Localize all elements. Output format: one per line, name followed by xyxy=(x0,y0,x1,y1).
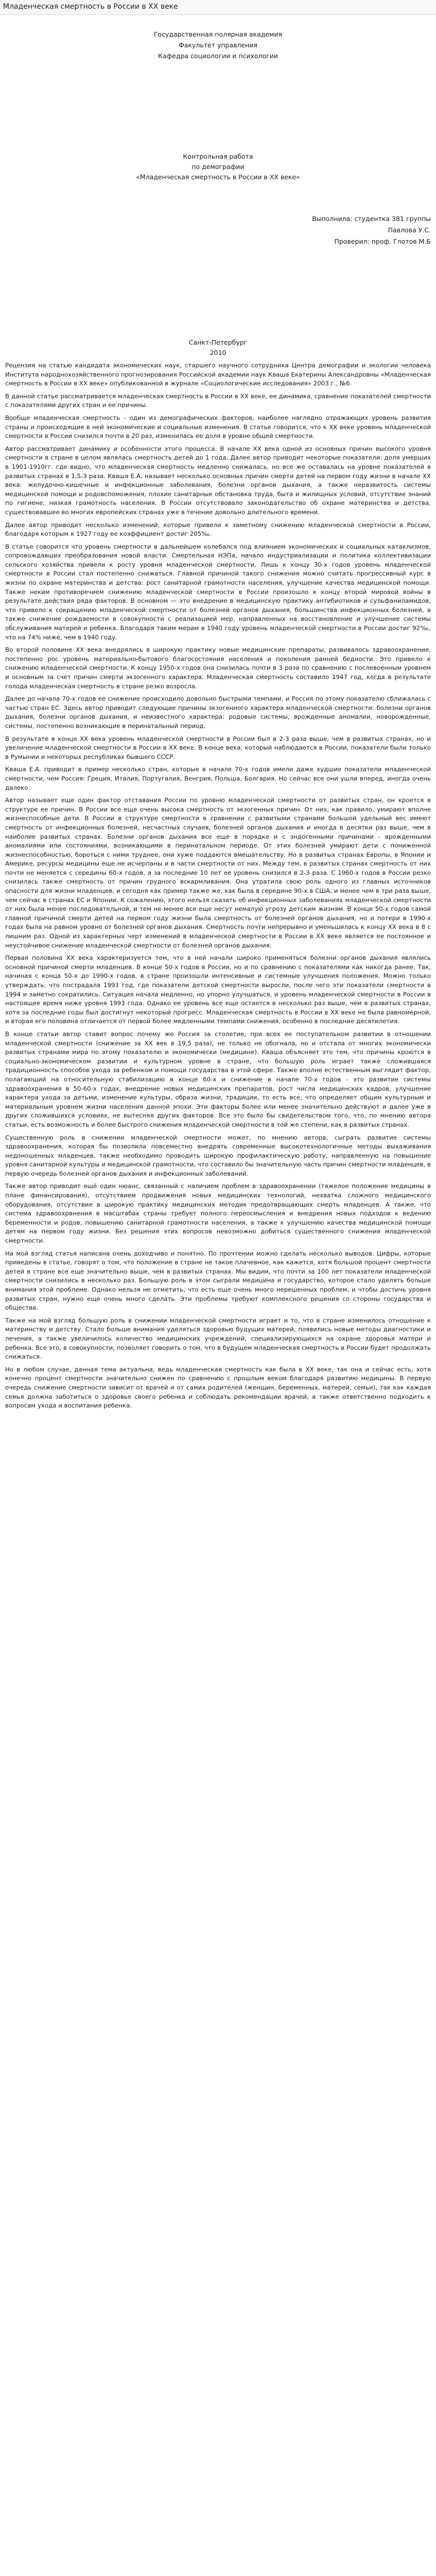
city: Санкт-Петербург xyxy=(188,338,248,346)
page-title: Младенческая смертность в России в XX веке xyxy=(3,3,178,11)
institution-name: Государственная полярная академия xyxy=(153,30,283,38)
faculty-name: Факультет управления xyxy=(179,41,257,49)
author-block xyxy=(0,213,436,247)
paragraph: Существенную роль в снижении младенческой смертности может, по мнению автора, сыграть развитие системы здравоохранения, которая бы позволила повсеместно внедрять современные высокотехнологичные методы выхаживания недоношенных младенцев, также необходимо проводить широкую профилактическую работу, направленную на повышение уровня санитарной культуры и медицинской грамотности, что составило бы значительную часть причин смертности младенцев, в первую очередь болезней органов дыхания и инфекционных заболеваний. xyxy=(5,1133,431,1177)
checked-by: Проверил: проф. Глотов М.Б xyxy=(334,238,431,245)
institution-header xyxy=(0,29,436,61)
paragraph: В результате в конце XX века уровень младенческой смертности в России был в 2-3 раза выше, чем в развитых странах, но и увеличение младенческой смертности в России в XX веке. В конце века, который наблюдается в России, показатели были только в Румынии и некоторых республиках бывшего СССР. xyxy=(5,735,431,760)
paragraph: Первая половина XX века характеризуется тем, что в ней начали широко применяться болезни органов дыхания являлись основной причиной смерти младенцев. В конце 50-х годов в России, но и по сравнению с показателями как никогда ранее. Так, начиная с конца 50-х до 1990-х годов, в стране произошли интенсивные и системные улучшения положения. Можно только утверждать, что пострадала 1993 год, где показатели детской смертности выросли, после чего эти показатели смертности в 1994 и заметно сократились. Ситуация начала медленно, но упорно улучшаться, и уровень младенческой смертности в России в настоящее время ниже уровня 1993 года. Однако ее уровень все еще остается в несколько раз выше, чем в развитых странах, хотя за последние годы был достигнут некоторый прогресс. Младенческая смертность в России в XX веке не была равномерной, и вторая его половина отличается от первой более медленными темпами снижения, особенно в последние десятилетия. xyxy=(5,954,431,1025)
paragraph: Автор рассматривает динамику и особенности этого процесса. В начале XX века одной из основных причин высокого уровня смертности в стране в целом являлась смертность детей до 1 года. Далее автор приводит некоторые показатели: доля умерших в 1901-1910гг. где видно, что младенческая смертность медленно снижалась, но все же оставалась на уровне показателей в развитых странах в 1,5-3 раза. Кваша Е.А. называет несколько основных причин смерти детей на первом году жизни в начале XX века: желудочно-кишечные и инфекционные заболевания, болезни органов дыхания, а также неразвитость системы медицинской помощи и родовспоможения, плохие санитарные обстановка труда, быта и жилищных условий, отсутствие знаний по гигиене, низкая грамотность населения. В России отсутствовало законодательство об охране материнства и детства, существовавшее во многих европейских странах уже в течение довольно длительного времени. xyxy=(5,445,431,516)
performed-by: Выполнила: студентка 381 группы xyxy=(312,215,431,223)
author-name: Павлова У.С. xyxy=(388,226,431,234)
place-date-block xyxy=(0,337,436,358)
paragraph: Также автор приводит ещё один нюанс, связанный с наличием проблем в здравоохранении (тяжелое положение медицины в плане финансирования), отсутствием продвижения новых медицинских технологий, нехватка сложного медицинского оборудования, отсутствие в широкую практику медицинских методик предотвращающих смерть младенцев. А также, что система здравоохранения в масштабах страны требует полного переосмысления и внедрения новых подходов к ведению беременности и родов, повышению санитарной грамотности населения, а также к улучшению качества медицинской помощи детям на первом году жизни. Без решения этих вопросов невозможно добиться существенного снижения младенческой смертности. xyxy=(5,1182,431,1245)
paragraph: На мой взгляд статья написана очень доходчиво и понятно. По прочтении можно сделать несколько выводов. Цифры, которые приведены в статье, говорят о том, что положение в стране не такое плачевное, как кажется, хотя большой процент смертности детей в стране все еще значительно выше, чем в развитых странах. Мы видим, что почти за 100 лет показатели младенческой смертности снизились в несколько раз. Большую роль в этом сыграли медицина и государство, которое стало уделять больше внимания этой проблеме. Однако нельзя не отметить, что есть еще очень много нерешенных проблем, и чтобы достичь уровня развитых стран, нужно еще очень много сделать. Эти проблемы требуют комплексного решения со стороны государства и общества. xyxy=(5,1249,431,1312)
paragraph: Далее автор приводит несколько изменений, которые привели к заметному снижению младенческой смертности в России, благодаря которым к 1927 году ее коэффициент достиг 205‰. xyxy=(5,521,431,538)
review-text xyxy=(0,361,436,1411)
paragraph: Во второй половине XX века внедрялись в широкую практику новые медицинские препараты, развивалось здравоохранение, постепенно рос уровень материально-бытового благосостояния населения и поколения ранней бедности. Это привело к снижению младенческой смертности. К концу 1950-х годов она снизилась почти в 3 раза по сравнению с послевоенным уровнем и основным за счет причин смерти экзогенного характера. Младенческая смертность составило 1947 год, когда в результате голода младенческая смертность в стране резко возросла. xyxy=(5,646,431,690)
page-header-bar xyxy=(0,0,436,15)
paragraph: Далее до начала 70-х годов ее снижение происходило довольно быстрыми темпами, и Россия по этому показателю сближалась с частью стран ЕС. Здесь автор приводит следующие причины экзогенного характера младенческой смертности: болезни органов дыхания, болезни органов дыхания, и неизвестного характера: родовые системы, врожденные аномалии, новорожденные, системы, постепенно возникающие в перинатальный период. xyxy=(5,695,431,730)
paragraph: В конце статьи автор ставит вопрос почему же Россия за столетие, при всех ее поступательном развитии в отношении младенческой смертности (снижение за XX век в 19,5 раза), не только не обогнала, но и отстала от многих экономически развитых странами мира по этому показателю и экономически (медицине). Кваша объясняет это тем, что причины кроются в социально-экономическом развитии и культурном уровне в стране, что большую роль играет также сложившаяся традиционность способов ухода за ребенком и помощи государства в этой сфере. Также вполне естественным выглядит фактор, полагающий на относительную стабилизацию в конце 60-х и снижение в начале 70-х годов - это развитие системы здравоохранения в 50-60-х годах, внедрение новых медицинских препаратов, рост числа медицинских кадров, улучшение характера ухода за детьми, изменение культуры, образа жизни, традиции, то есть все, что определяет общим культурным и материальным уровнем жизни населения данной эпохи. Эти факторы более или менее значительно действуют и далее уже в других сложившихся условиях, не вытесняя других факторов. Все это было бы свидетельством того, что, по мнению автора статьи, есть возможность и более быстрого снижения младенческой смертности в той же степени, как в развитых странах. xyxy=(5,1030,431,1128)
work-topic: «Младенческая смертность в России в ХХ веке» xyxy=(136,173,300,181)
paragraph: Рецензия на статью кандидата экономических наук, старшего научного сотрудника Центра демографии и экологии человека Института народнохозяйственного прогнозирования Российской академии наук Кваша Екатерины Александровны «Младенческая смертность в России в XX веке» опубликованной в журнале «Социологические исследования» 2003 г., №6. xyxy=(5,362,431,387)
paragraph: В данной статье рассматривается младенческая смертность в России в XX веке, ее динамика, сравнение показателей смертности с показателями других стран и ее причины. xyxy=(5,392,431,409)
paragraph: Также на мой взгляд большую роль в снижении младенческой смертности играет и то, что в стране изменилось отношение к материнству и детству. Стало больше внимания уделяться здоровью будущих матерей, появились новые методы диагностики и лечения, а также увеличилось количество медицинских учреждений, специализирующихся на охране здоровья матери и ребенка. Все это, в совокупности, позволяет говорить о том, что в будущем младенческая смертность в России будет продолжать снижаться. xyxy=(5,1316,431,1361)
paragraph: Автор называет еще один фактор отставания России по уровню младенческой смертности от развитых стран, он кроется в структуре ее причин. В России все еще очень высока смертность от экзогенных причин. От них, как правило, умирают вполне жизнеспособные дети. В России в структуре смертности в сравнении с развитыми странами большой удельный вес имеют смертность от инфекционных болезней, несчастных случаев, болезней органов дыхания и иногда в десятки раз выше, чем в наиболее развитых странах. Болезни органов дыхания все еще в порядке и с эндогенными причинами - врожденными аномалиями или состояниями, возникающими в перинатальном периоде. От этих болезней умирают дети с пониженной жизнеспособностью, бороться с ними труднее, они хуже поддаются вмешательству. Но в развитых странах Европы, в Японии и Америке, ресурсы медицины еще не исчерпаны и в части смертности от них. Между тем, в развитых странах смертность от них почти не меняется с середины 60-х годов, а за последние 10 лет ее уровень снизился в 2-3 раза. С 1960-х годов в России резко снизилась также смертность от причин грудного вскармливания. Она утратила свою роль одного из главных источников опасности для жизни младенцев, и сегодня как пример также же, как была в середине 90-х в США, и менее чем в три раза выше, чем сейчас в странах ЕС и Японии. К сожалению, этого нельзя сказать об инфекционных заболеваниях младенческой смертности от них была менее последовательной, и тем не менее все еще несут немалую угрозу детским жизням. В конце 50-х годов самой главной причиной смерти детей на первом году жизни была смертность от болезней органов дыхания, но и потери в 1990-х годах была на равном уровне от болезней органов дыхания. Смертность почти непрерывно и уменьшилась к концу XX века в 8 с лишним раз. Одной из характерных черт изменений в младенческой смертности в России в XX веке является ее постоянное и неустойчивое снижение младенческой смертности от болезней органов дыхания. xyxy=(5,796,431,949)
document-body xyxy=(0,16,436,1414)
paragraph: Кваша Е.А. приводит в пример несколько стран, которые в начале 70-х годов имели даже худшие показатели младенческой смертности, чем Россия: Греция, Италия, Португалия, Венгрия, Польша, Болгария. Но сейчас все они ушли вперед, иногда очень далеко. xyxy=(5,766,431,791)
paragraph: Вообще младенческая смертность - один из демографических факторов, наиболее наглядно отражающих уровень развития страны и происходящие в ней экономические и социальные изменения. В статье говорится, что к XX веке уровень младенческой смертности в России снизился почти в 20 раз, изменилась ее доля в уровне общей смертности. xyxy=(5,414,431,440)
paragraph: В статье говорится что уровень смертности в дальнейшем колебался под влиянием экономических и социальных катаклизмов, сопровождавших преобразования новой власти. Смертельная НЭПа, начало индустриализации и политика коллективизации сельского хозяйства привели к росту уровня младенческой смертности. Лишь к концу 30-х годов уровень младенческой смертности в России стал постепенно снижаться. Главной причиной такого снижения можно считать прогрессивный курс в жизни по охране материнства и детства: рост санитарной грамотности населения, улучшение качества медицинской помощи. Также неким противоречием снижению младенческой смертности в России произошло к концу второй мировой войны в результате действия ряда факторов. В основном — это внедрение в медицинскую практику антибиотиков и сульфаниламидов, что привело к сокращению младенческой смертности от болезней органов дыхания, большинства инфекционных болезней, а также снижение рождаемости в совокупности с реализацией мер, направленных на восстановление и улучшение системы обслуживания матерей и ребенка. Благодаря таким мерам в 1940 году уровень младенческой смертности в России достиг 92‰, что на 74% ниже, чем в 1940 году. xyxy=(5,543,431,641)
paragraph: Но в любом случае, данная тема актуальна, ведь младенческая смертность как была в XX веке, так она и сейчас есть, хотя конечно процент смертности значительно снижен по сравнению с прошлым веком благодаря развитию медицины. В первую очередь снижение смертности зависит от врачей и от самих родителей (женщин, беременных, матерей, семьи), так как каждая семья должна заботиться о здоровье своего ребенка и соблюдать рекомендации врачей, а также ответственно подходить к вопросам ухода и воспитания ребенка. xyxy=(5,1365,431,1410)
year: 2010 xyxy=(210,349,226,357)
department-name: Кафедра социологии и психологии xyxy=(158,52,278,60)
work-type: Контрольная работа xyxy=(183,152,253,160)
work-subject: по демографии xyxy=(191,163,245,171)
work-title-block xyxy=(0,151,436,182)
